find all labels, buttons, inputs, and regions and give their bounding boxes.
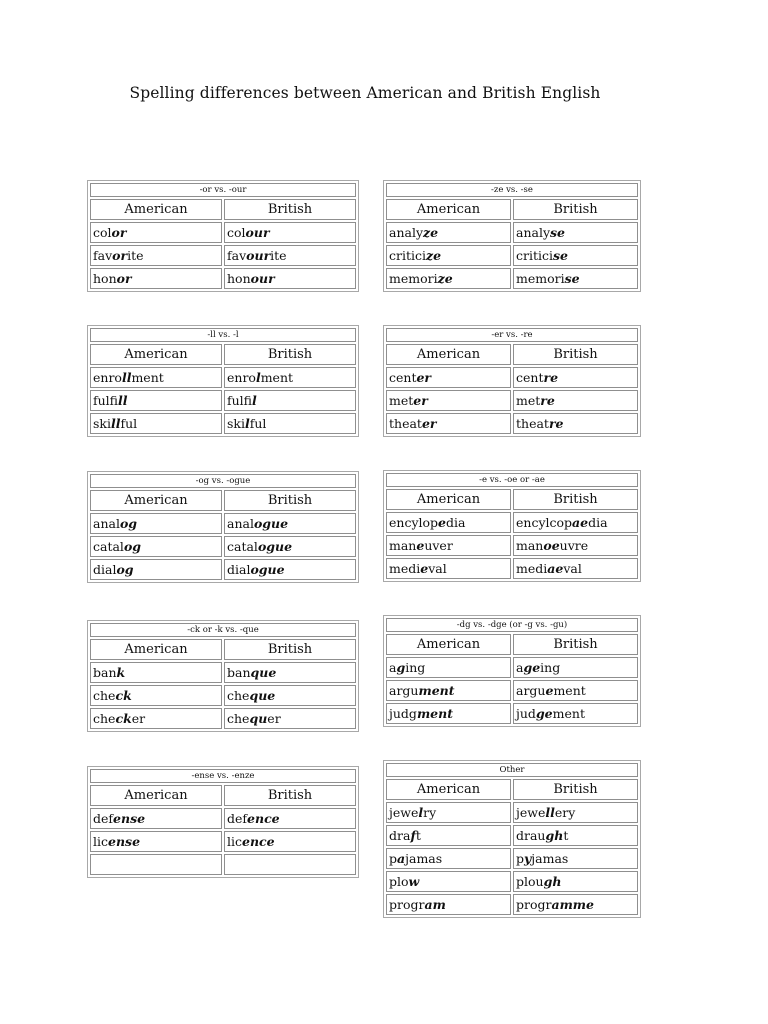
table-row	[386, 512, 638, 533]
table-caption: -dg vs. -dge (or -g vs. -gu)	[386, 618, 638, 632]
table-caption: -ll vs. -l	[90, 328, 356, 342]
table-row	[386, 367, 638, 388]
table-row	[386, 222, 638, 243]
word-cell: licence	[224, 831, 356, 852]
table-row	[386, 268, 638, 289]
table-ck-k-que	[87, 620, 359, 732]
word-cell: aging	[386, 657, 511, 678]
column-header: British	[513, 634, 638, 655]
word-cell: draft	[386, 825, 511, 846]
table-row	[90, 854, 356, 875]
word-cell: encylcopaedia	[513, 512, 638, 533]
column-header: American	[90, 785, 222, 806]
table-row	[386, 245, 638, 266]
word-cell: maneuver	[386, 535, 511, 556]
word-cell: skilful	[224, 413, 356, 434]
table-row	[386, 413, 638, 434]
word-cell: colour	[224, 222, 356, 243]
column-header: American	[90, 639, 222, 660]
word-cell: pajamas	[386, 848, 511, 869]
word-cell: memorise	[513, 268, 638, 289]
table-row	[90, 536, 356, 557]
word-cell: checker	[90, 708, 222, 729]
word-cell: judgement	[513, 703, 638, 724]
column-header: American	[386, 344, 511, 365]
word-cell: memorize	[386, 268, 511, 289]
table-row	[90, 513, 356, 534]
word-cell: fulfill	[90, 390, 222, 411]
word-cell: analyze	[386, 222, 511, 243]
word-cell	[90, 854, 222, 875]
table-row	[90, 831, 356, 852]
word-cell: theater	[386, 413, 511, 434]
table-row	[386, 802, 638, 823]
word-cell: analog	[90, 513, 222, 534]
word-cell: bank	[90, 662, 222, 683]
table-row	[386, 535, 638, 556]
table-other	[383, 760, 641, 918]
table-caption: -ense vs. -enze	[90, 769, 356, 783]
word-cell: mediaeval	[513, 558, 638, 579]
column-header: American	[386, 634, 511, 655]
word-cell: skillful	[90, 413, 222, 434]
column-header: American	[386, 199, 511, 220]
word-cell: ageing	[513, 657, 638, 678]
word-cell: criticise	[513, 245, 638, 266]
word-cell: chequer	[224, 708, 356, 729]
column-header: American	[90, 199, 222, 220]
spelling-table	[384, 761, 640, 917]
word-cell: color	[90, 222, 222, 243]
table-er-re	[383, 325, 641, 437]
word-cell: program	[386, 894, 511, 915]
column-header: British	[224, 785, 356, 806]
table-row	[386, 558, 638, 579]
table-ze-se	[383, 180, 641, 292]
word-cell: catalog	[90, 536, 222, 557]
column-header: British	[513, 489, 638, 510]
spelling-table	[88, 621, 358, 731]
table-e-oe-ae	[383, 470, 641, 582]
table-row	[386, 871, 638, 892]
word-cell: defense	[90, 808, 222, 829]
word-cell: medieval	[386, 558, 511, 579]
word-cell: encylopedia	[386, 512, 511, 533]
word-cell: centre	[513, 367, 638, 388]
table-row	[90, 708, 356, 729]
column-header: British	[224, 199, 356, 220]
column-header: British	[513, 199, 638, 220]
word-cell: enrolment	[224, 367, 356, 388]
table-row	[90, 245, 356, 266]
table-row	[90, 390, 356, 411]
word-cell: analogue	[224, 513, 356, 534]
column-header: British	[224, 639, 356, 660]
word-cell: judgment	[386, 703, 511, 724]
table-row	[386, 894, 638, 915]
spelling-table	[88, 472, 358, 582]
word-cell: dialogue	[224, 559, 356, 580]
table-row	[90, 367, 356, 388]
table-row	[386, 825, 638, 846]
spelling-table	[384, 616, 640, 726]
table-row	[90, 222, 356, 243]
spelling-table	[384, 326, 640, 436]
word-cell: honour	[224, 268, 356, 289]
page-title: Spelling differences between American and British English	[129, 84, 601, 102]
table-ense-enze	[87, 766, 359, 878]
word-cell: catalogue	[224, 536, 356, 557]
word-cell: center	[386, 367, 511, 388]
word-cell: programme	[513, 894, 638, 915]
spelling-table	[88, 181, 358, 291]
word-cell: cheque	[224, 685, 356, 706]
table-caption: -or vs. -our	[90, 183, 356, 197]
table-dg-dge	[383, 615, 641, 727]
column-header: American	[386, 489, 511, 510]
spelling-table	[88, 767, 358, 877]
table-caption: -ze vs. -se	[386, 183, 638, 197]
word-cell: manoeuvre	[513, 535, 638, 556]
table-caption: Other	[386, 763, 638, 777]
column-header: American	[90, 490, 222, 511]
word-cell: plow	[386, 871, 511, 892]
column-header: British	[224, 490, 356, 511]
table-row	[90, 685, 356, 706]
word-cell: defence	[224, 808, 356, 829]
word-cell: fulfil	[224, 390, 356, 411]
column-header: American	[90, 344, 222, 365]
spelling-table	[88, 326, 358, 436]
table-row	[90, 268, 356, 289]
word-cell: draught	[513, 825, 638, 846]
word-cell: argument	[386, 680, 511, 701]
word-cell: pyjamas	[513, 848, 638, 869]
table-caption: -og vs. -ogue	[90, 474, 356, 488]
word-cell: jewellery	[513, 802, 638, 823]
table-or-our	[87, 180, 359, 292]
word-cell: license	[90, 831, 222, 852]
word-cell: banque	[224, 662, 356, 683]
word-cell: metre	[513, 390, 638, 411]
table-row	[386, 680, 638, 701]
table-row	[386, 848, 638, 869]
word-cell: dialog	[90, 559, 222, 580]
word-cell: theatre	[513, 413, 638, 434]
table-row	[90, 559, 356, 580]
table-row	[90, 413, 356, 434]
word-cell: meter	[386, 390, 511, 411]
table-caption: -e vs. -oe or -ae	[386, 473, 638, 487]
table-caption: -ck or -k vs. -que	[90, 623, 356, 637]
table-row	[386, 657, 638, 678]
word-cell: jewelry	[386, 802, 511, 823]
word-cell: analyse	[513, 222, 638, 243]
column-header: British	[513, 344, 638, 365]
word-cell: favourite	[224, 245, 356, 266]
word-cell: plough	[513, 871, 638, 892]
word-cell: honor	[90, 268, 222, 289]
word-cell: enrollment	[90, 367, 222, 388]
table-caption: -er vs. -re	[386, 328, 638, 342]
table-og-ogue	[87, 471, 359, 583]
word-cell: favorite	[90, 245, 222, 266]
word-cell: arguement	[513, 680, 638, 701]
table-row	[90, 662, 356, 683]
word-cell: criticize	[386, 245, 511, 266]
table-ll-l	[87, 325, 359, 437]
table-row	[386, 703, 638, 724]
spelling-table	[384, 471, 640, 581]
column-header: British	[513, 779, 638, 800]
word-cell	[224, 854, 356, 875]
word-cell: check	[90, 685, 222, 706]
spelling-table	[384, 181, 640, 291]
column-header: British	[224, 344, 356, 365]
table-row	[386, 390, 638, 411]
column-header: American	[386, 779, 511, 800]
table-row	[90, 808, 356, 829]
